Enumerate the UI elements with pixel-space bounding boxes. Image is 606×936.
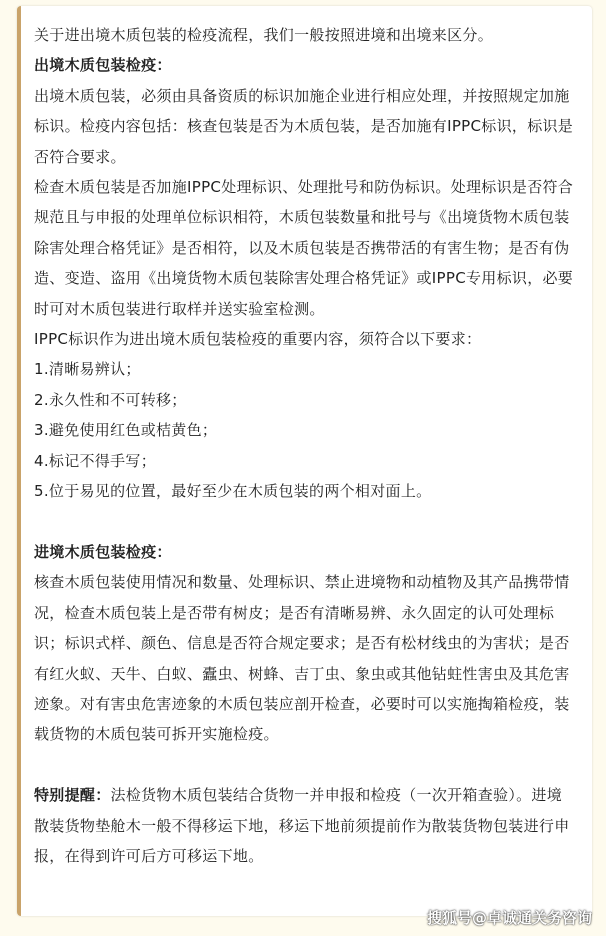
spacer xyxy=(34,507,577,537)
requirement-item: 3.避免使用红色或桔黄色； xyxy=(34,421,218,440)
requirement-item: 4.标记不得手写； xyxy=(34,451,157,470)
notice-text: 法检货物木质包装结合货物一并申报和检疫（一次开箱查验）。进境散装货物垫舱木一般不得移运下地，移运下地前须提前作为散装货物包装进行申报，在得到许可后方可移运下地。 xyxy=(34,786,570,865)
import-paragraph: 核查木质包装使用情况和数量、处理标识、禁止进境物和动植物及其产品携带情况，检查木质包装上是否带有树皮；是否有清晰易辨、永久固定的认可处理标识；标识式样、颜色、信息是否符合规定要求；是否有松材线虫的为害状；是否有红火蚁、天牛、白蚁、蠹虫、树蜂、吉丁虫、象虫或其他钻蛀性害虫及其危害迹象。对有害虫危害迹象的木质包装应剖开检查，必要时可以实施掏箱检疫，装载货物的木质包装可拆开实施检疫。 xyxy=(34,573,570,744)
requirement-item: 2.永久性和不可转移； xyxy=(34,390,187,409)
intro-paragraph: 关于进出境木质包装的检疫流程，我们一般按照进境和出境来区分。 xyxy=(34,26,494,44)
spacer xyxy=(34,750,577,780)
notice-paragraph xyxy=(34,780,577,871)
article-card xyxy=(17,6,592,916)
requirement-item: 1.清晰易辨认； xyxy=(34,360,141,379)
requirement-item: 5.位于易见的位置，最好至少在木质包装的两个相对面上。 xyxy=(34,482,432,501)
ippc-intro: IPPC标识作为进出境木质包装检疫的重要内容，须符合以下要求： xyxy=(34,330,482,349)
export-paragraph-1: 出境木质包装，必须由具备资质的标识加施企业进行相应处理，并按照规定加施标识。检疫内容包括：核查包装是否为木质包装，是否加施有IPPC标识，标识是否符合要求。 xyxy=(34,86,574,166)
import-heading: 进境木质包装检疫： xyxy=(34,542,172,561)
export-heading: 出境木质包装检疫： xyxy=(34,56,172,75)
notice-label: 特别提醒： xyxy=(34,786,111,805)
watermark: 搜狐号@卓诚通关务咨询 xyxy=(426,909,592,927)
export-paragraph-2: 检查木质包装是否加施IPPC处理标识、处理批号和防伪标识。处理标识是否符合规范且与申报的处理单位标识相符，木质包装数量和批号与《出境货物木质包装除害处理合格凭证》是否相符，以及木质包装是否携带活的有害生物；是否有伪造、变造、盗用《出境货物木质包装除害处理合格凭证》或IPPC专用标识，必要时可对木质包装进行取样并送实验室检测。 xyxy=(34,178,574,318)
